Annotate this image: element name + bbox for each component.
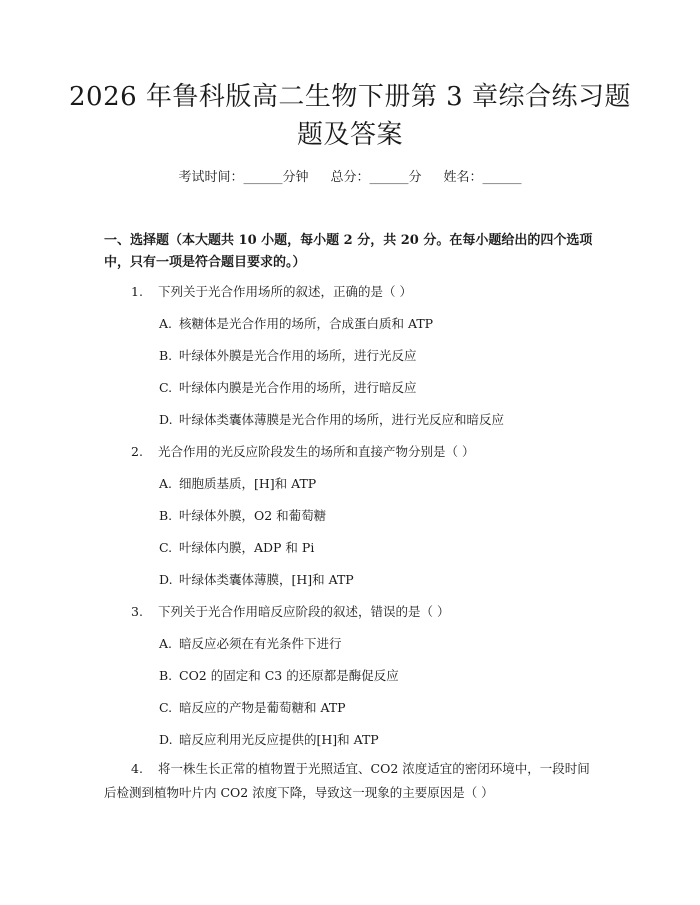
q2-option-a — [159, 473, 316, 495]
q1-option-c — [159, 377, 417, 399]
question-3 — [131, 601, 449, 623]
question-4 — [104, 757, 596, 805]
question-stem: 将一株生长正常的植物置于光照适宜、CO2 浓度适宜的密闭环境中，一段时间后检测到植物叶片内 CO2 浓度下降，导致这一现象的主要原因是（ ） — [104, 761, 590, 800]
option-letter: B. — [159, 668, 173, 683]
q3-option-b — [159, 665, 399, 687]
option-letter: B. — [159, 508, 173, 523]
option-text: CO2 的固定和 C3 的还原都是酶促反应 — [179, 668, 399, 683]
option-text: 叶绿体外膜是光合作用的场所，进行光反应 — [179, 348, 417, 363]
q3-option-a — [159, 633, 342, 655]
option-letter: A. — [159, 316, 173, 331]
option-letter: A. — [159, 476, 173, 491]
question-stem: 光合作用的光反应阶段发生的场所和直接产物分别是（ ） — [158, 444, 475, 459]
option-letter: C. — [159, 540, 173, 555]
option-letter: C. — [159, 380, 173, 395]
q2-option-b — [159, 505, 326, 527]
question-number: 2. — [131, 444, 143, 459]
option-letter: D. — [159, 572, 173, 587]
question-stem: 下列关于光合作用场所的叙述，正确的是（ ） — [158, 284, 412, 299]
q3-option-d — [159, 729, 379, 751]
option-letter: A. — [159, 636, 173, 651]
option-text: 暗反应利用光反应提供的[H]和 ATP — [179, 732, 379, 747]
option-letter: D. — [159, 732, 173, 747]
option-text: 暗反应的产物是葡萄糖和 ATP — [179, 700, 346, 715]
q3-option-c — [159, 697, 346, 719]
section-heading: 一、选择题（本大题共 10 小题，每小题 2 分，共 20 分。在每小题给出的四个选项中，只有一项是符合题目要求的。） — [104, 233, 593, 270]
option-text: 叶绿体内膜，ADP 和 Pi — [179, 540, 315, 555]
question-number: 3. — [131, 604, 143, 619]
question-2 — [131, 441, 474, 463]
option-letter: C. — [159, 700, 173, 715]
q1-option-a — [159, 313, 433, 335]
q1-option-d — [159, 409, 504, 431]
option-text: 核糖体是光合作用的场所，合成蛋白质和 ATP — [179, 316, 434, 331]
document-title: 2026 年鲁科版高二生物下册第 3 章综合练习题题及答案 — [68, 82, 631, 150]
option-letter: B. — [159, 348, 173, 363]
option-text: 叶绿体类囊体薄膜，[H]和 ATP — [179, 572, 354, 587]
option-text: 叶绿体外膜，O2 和葡萄糖 — [179, 508, 327, 523]
question-1 — [131, 281, 412, 303]
exam-time-field: 考试时间：______分钟 — [178, 170, 309, 185]
option-text: 叶绿体内膜是光合作用的场所，进行暗反应 — [179, 380, 417, 395]
q2-option-c — [159, 537, 314, 559]
student-name-field: 姓名：______ — [443, 170, 522, 185]
option-text: 叶绿体类囊体薄膜是光合作用的场所，进行光反应和暗反应 — [179, 412, 505, 427]
total-score-field: 总分：______分 — [330, 170, 422, 185]
option-text: 细胞质基质，[H]和 ATP — [179, 476, 317, 491]
question-stem: 下列关于光合作用暗反应阶段的叙述，错误的是（ ） — [158, 604, 450, 619]
option-text: 暗反应必须在有光条件下进行 — [179, 636, 342, 651]
option-letter: D. — [159, 412, 173, 427]
question-number: 1. — [131, 284, 143, 299]
question-number: 4. — [131, 761, 143, 776]
q2-option-d — [159, 569, 354, 591]
exam-info-line — [0, 168, 700, 188]
q1-option-b — [159, 345, 417, 367]
